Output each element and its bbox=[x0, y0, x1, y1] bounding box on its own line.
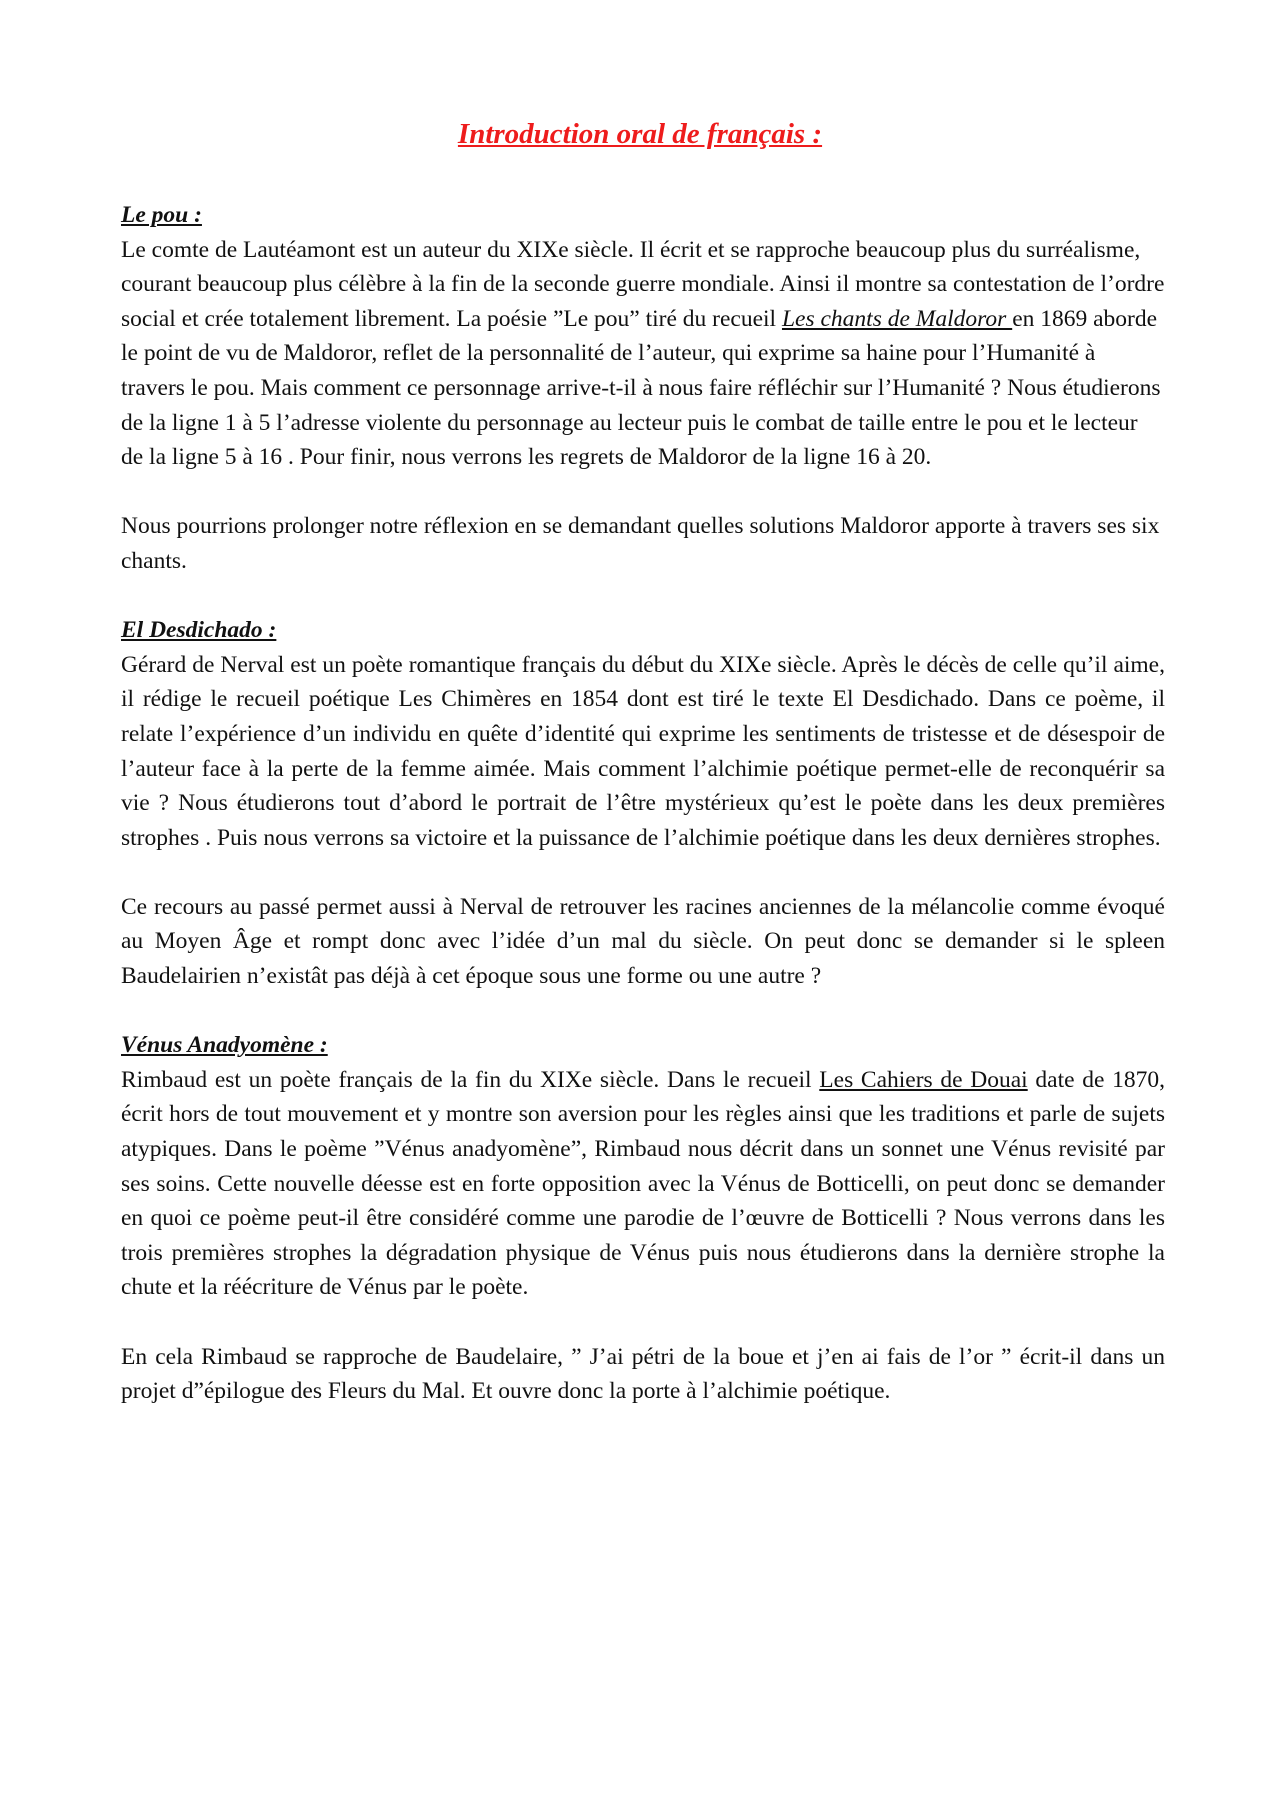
paragraph-text: en 1869 aborde le point de vu de Maldoror, reflet de la personnalité de l’auteur, qui exprime sa haine pour l’Humanité à travers le pou. Mais comment ce personnage arrive-t-il à nous faire réfléchir sur l’Humanité ? Nous étudierons de la ligne 1 à 5 l’adresse violente du personnage au lecteur puis le combat de taille entre le pou et le lecteur de la ligne 5 à 16 . Pour finir, nous verrons les regrets de Maldoror de la ligne 16 à 20. bbox=[121, 305, 1161, 471]
document-body bbox=[121, 198, 1165, 1409]
section-heading: El Desdichado : bbox=[121, 617, 277, 644]
page-title: Introduction oral de français : bbox=[457, 118, 823, 150]
section-le-pou bbox=[121, 198, 1165, 579]
section-heading: Vénus Anadyomène : bbox=[121, 1032, 328, 1059]
section-intro-paragraph bbox=[121, 1063, 1165, 1305]
paragraph-text: Le comte de Lautéamont est un auteur du XIXe siècle. Il écrit et se rapproche beaucoup plus du surréalisme, courant beaucoup plus célèbre à la fin de la seconde guerre mondiale. Ainsi il montre sa contestation de l’ordre social et crée totalement librement. La poésie ”Le pou” tiré du recueil bbox=[121, 236, 1165, 332]
section-conclusion-paragraph: Ce recours au passé permet aussi à Nerval de retrouver les racines anciennes de la mélancolie comme évoqué au Moyen Âge et rompt donc avec l’idée d’un mal du siècle. On peut donc se demander si le spleen Baudelairien n’existât pas déjà à cet époque sous une forme ou une autre ? bbox=[121, 893, 1165, 990]
section-heading: Le pou : bbox=[121, 202, 202, 228]
section-el-desdichado bbox=[121, 613, 1165, 994]
work-title: Les chants de Maldoror bbox=[781, 305, 1013, 332]
section-intro-paragraph bbox=[121, 233, 1165, 475]
section-venus-anadyomene bbox=[121, 1028, 1165, 1409]
section-conclusion-paragraph: En cela Rimbaud se rapproche de Baudelaire, ” J’ai pétri de la boue et j’en ai fais de l’or ” écrit-il dans un projet d”épilogue des Fleurs du Mal. Et ouvre donc la porte à l’alchimie poétique. bbox=[121, 1343, 1165, 1405]
section-intro-paragraph: Gérard de Nerval est un poète romantique français du début du XIXe siècle. Après le décès de celle qu’il aime, il rédige le recueil poétique Les Chimères en 1854 dont est tiré le texte El Desdichado. Dans ce poème, il relate l’expérience d’un individu en quête d’identité qui exprime les sentiments de tristesse et de désespoir de l’auteur face à la perte de la femme aimée. Mais comment l’alchimie poétique permet-elle de reconquérir sa vie ? Nous étudierons tout d’abord le portrait de l’être mystérieux qu’est le poète dans les deux premières strophes . Puis nous verrons sa victoire et la puissance de l’alchimie poétique dans les deux dernières strophes. bbox=[121, 651, 1165, 851]
work-title: Les Cahiers de Douai bbox=[819, 1066, 1028, 1093]
paragraph-text: date de 1870, écrit hors de tout mouvement et y montre son aversion pour les règles ainsi que les traditions et parle de sujets atypiques. Dans le poème ”Vénus anadyomène”, Rimbaud nous décrit dans un sonnet une Vénus revisité par ses soins. Cette nouvelle déesse est en forte opposition avec la Vénus de Botticelli, on peut donc se demander en quoi ce poème peut-il être considéré comme une parodie de l’œuvre de Botticelli ? Nous verrons dans les trois premières strophes la dégradation physique de Vénus puis nous étudierons dans la dernière strophe la chute et la réécriture de Vénus par le poète. bbox=[121, 1066, 1165, 1301]
paragraph-text: Rimbaud est un poète français de la fin du XIXe siècle. Dans le recueil bbox=[121, 1066, 820, 1093]
section-conclusion-paragraph: Nous pourrions prolonger notre réflexion en se demandant quelles solutions Maldoror apporte à travers ses six chants. bbox=[121, 513, 1160, 574]
